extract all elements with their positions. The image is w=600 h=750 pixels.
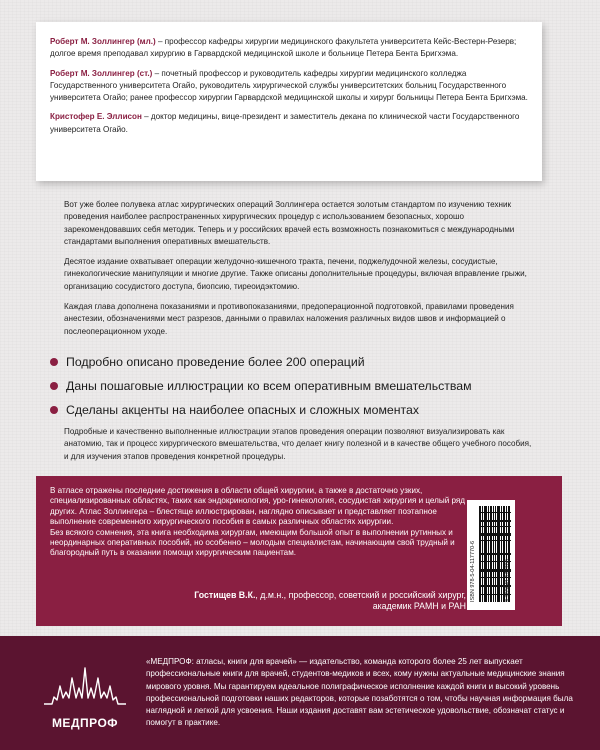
intro-paragraph: Десятое издание охватывает операции желудочно-кишечного тракта, печени, поджелудочной железы, сосудистые, гинекологические манипуляции и многие другие. Также описаны дополнительные процедуры, включая вправление грыжи, организацию сосудистого доступа, биопсию, тиреоидэктомию. bbox=[64, 257, 527, 291]
author-entry bbox=[50, 36, 530, 61]
authors-box bbox=[36, 22, 542, 181]
author-name: Роберт М. Золлингер (мл.) bbox=[50, 37, 156, 46]
outro-section bbox=[64, 426, 534, 471]
feature-text: Сделаны акценты на наиболее опасных и сложных моментах bbox=[66, 403, 420, 417]
author-description: – почетный профессор и руководитель кафедры хирургии медицинского колледжа Государственного университета Огайо, руководитель хирургической службы университетских больниц Государственного университета Огайо; ранее профессор хирургии Гарвардской медицинской школы и хирург больницы Петера Бента Бригхэма. bbox=[50, 68, 528, 103]
feature-text: Даны пошаговые иллюстрации ко всем оперативным вмешательствам bbox=[66, 379, 472, 393]
feature-item bbox=[50, 350, 550, 374]
quote-author bbox=[136, 590, 466, 612]
publisher-logo-text: МЕДПРОФ bbox=[51, 716, 119, 730]
author-entry bbox=[50, 111, 530, 136]
feature-item bbox=[50, 374, 550, 398]
feature-item bbox=[50, 398, 550, 422]
barcode-panel bbox=[467, 500, 515, 610]
quote-paragraph: Без всякого сомнения, эта книга необходима хирургам, имеющим большой опыт в выполнении рутинных и неординарных оперативных пособий, но особенно – молодым специалистам, начинающим свой трудный и благородный путь в оказании помощи хирургическим пациентам. bbox=[50, 527, 455, 558]
intro-paragraph: Каждая глава дополнена показаниями и противопоказаниями, предоперационной подготовкой, правилами проведения анестезии, обозначениями мест разрезов, данными о правилах наложения различных видов швов и информацией о послеоперационном уходе. bbox=[64, 302, 514, 336]
intro-section bbox=[64, 199, 534, 346]
bullet-dot-icon bbox=[50, 382, 58, 390]
author-name: Роберт М. Золлингер (ст.) bbox=[50, 68, 153, 78]
intro-paragraph: Вот уже более полувека атлас хирургических операций Золлингера остается золотым стандартом по изучению техник проведения наиболее распространенных хирургических процедур с использованием безопасных, хорошо зарекомендовавших себя методик. Теперь и у российских врачей есть возможность познакомиться с международными стандартами выполнения оперативных вмешательств. bbox=[64, 200, 515, 246]
feature-list bbox=[50, 350, 550, 422]
publisher-band bbox=[0, 636, 600, 750]
quote-paragraph: В атласе отражены последние достижения в области общей хирургии, а также в достаточно узких, специализированных областях, таких как эндокринология, уро-гинекология, сосудистая хирургия и целый ряд других. Атлас Золлингера – блестяще иллюстрирован, наглядно описывает и представляет поэтапное выполнение современного хирургического пособия в самых различных областях хирургии. bbox=[50, 486, 465, 527]
author-name: Кристофер Е. Эллисон bbox=[50, 112, 142, 122]
bullet-dot-icon bbox=[50, 358, 58, 366]
quote-author-title: , д.м.н., профессор, советский и российский хирург, bbox=[255, 590, 466, 600]
review-quote bbox=[50, 486, 468, 559]
author-entry bbox=[50, 68, 530, 105]
outro-paragraph: Подробные и качественно выполненные иллюстрации этапов проведения операции позволяют визуализировать как анатомию, так и процесс хирургического вмешательства, что делает книгу полезной и в качестве общего учебного пособия, и для изучения этапов проведения конкретной процедуры. bbox=[64, 427, 532, 461]
author-description: – профессор кафедры хирургии медицинского факультета университета Кейс-Вестерн-Резерв; долгое время преподавал хирургию в Гарвардской медицинской школе и больнице Петера Бента Бригхэма. bbox=[50, 37, 517, 59]
bullet-dot-icon bbox=[50, 406, 58, 414]
publisher-description: «МЕДПРОФ: атласы, книги для врачей» — издательство, команда которого более 25 лет выпускает профессиональные книги для врачей, студентов-медиков и всех, кому нужны актуальные медицинские знания мирового уровня. Мы гарантируем идеальное полиграфическое исполнение каждой книги и высокий уровень профессиональной подготовки наших редакторов, которые позаботятся о том, чтобы научная информация была наглядной и легкой для усвоения. Наши издания доставят вам эстетическое удовольствие, обозначат статус и помогут в практике. bbox=[146, 657, 573, 728]
quote-author-title-2: академик РАМН и РАН bbox=[372, 601, 466, 612]
quote-author-name: Гостищев В.К. bbox=[194, 590, 256, 600]
feature-text: Подробно описано проведение более 200 операций bbox=[66, 355, 365, 369]
publisher-logo bbox=[42, 664, 128, 744]
city-skyline-icon bbox=[42, 664, 128, 712]
author-description: – доктор медицины, вице-президент и заместитель декана по клинической части Государственного университета Огайо. bbox=[50, 112, 520, 134]
barcode-digits: 9 785041 177706 bbox=[505, 559, 511, 602]
isbn-text: ISBN 978-5-04-117770-6 bbox=[470, 540, 476, 602]
